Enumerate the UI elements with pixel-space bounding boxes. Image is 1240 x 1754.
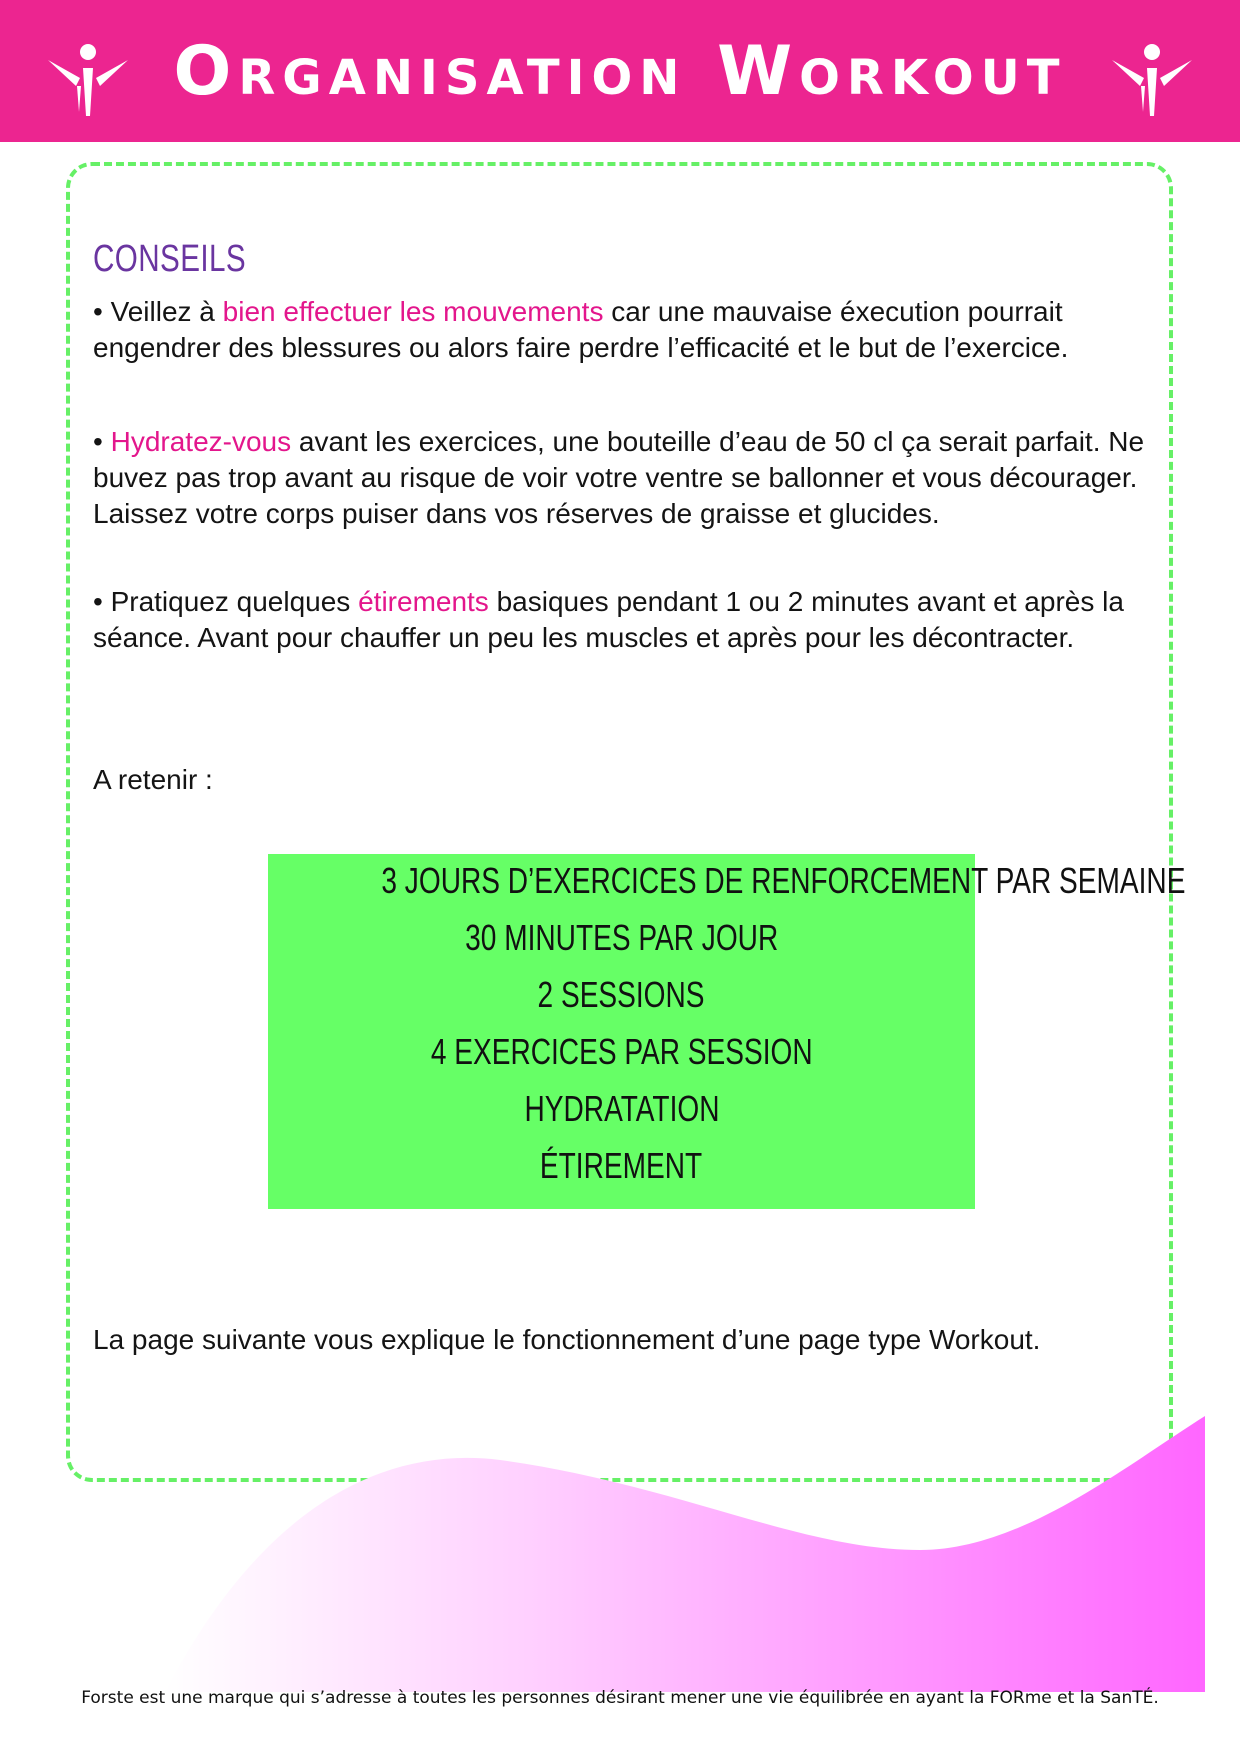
tip-paragraph: [93, 584, 1173, 656]
summary-line: 3 JOURS D’EXERCICES DE RENFORCEMENT PAR SEMAINE: [381, 860, 1186, 901]
tip-text: • Veillez à: [93, 296, 223, 327]
summary-line: HYDRATATION: [524, 1088, 719, 1129]
retenir-label: A retenir :: [93, 764, 213, 795]
tip-highlight: Hydratez-vous: [110, 426, 292, 457]
section-title: CONSEILS: [93, 238, 247, 280]
footer-note: Forste est une marque qui s’adresse à toutes les personnes désirant mener une vie équilibrée en ayant la FORme et la SanTÉ.: [81, 1688, 1159, 1708]
decorative-wave: [0, 1400, 1240, 1700]
tip-highlight: étirements: [358, 586, 489, 617]
tip-text: car une mauvaise éxecution pourrait engendrer des blessures ou alors faire perdre l’efficacité et le but de l’exercice.: [93, 296, 1069, 363]
next-page-note: La page suivante vous explique le fonctionnement d’une page type Workout.: [93, 1324, 1041, 1355]
summary-line: ÉTIREMENT: [540, 1145, 703, 1186]
summary-line: 30 MINUTES PAR JOUR: [464, 917, 779, 958]
tip-paragraph: [93, 424, 1173, 532]
tip-text: avant les exercices, une bouteille d’eau de 50 cl ça serait parfait. Ne buvez pas trop avant au risque de voir votre ventre se ballonner et vous décourager. Laissez votre corps puiser dans vos réserves de graisse et glucides.: [93, 426, 1145, 529]
tip-text: basiques pendant 1 ou 2 minutes avant et après la séance. Avant pour chauffer un peu les muscles et après pour les décontracter.: [93, 586, 1124, 653]
tip-text: •: [93, 426, 111, 457]
summary-line: 4 EXERCICES PAR SESSION: [430, 1031, 813, 1072]
tip-paragraph: [93, 294, 1173, 366]
tip-highlight: bien effectuer les mouvements: [222, 296, 604, 327]
summary-line: 2 SESSIONS: [538, 974, 705, 1015]
page-title: Organisation Workout: [173, 31, 1067, 111]
tip-text: • Pratiquez quelques: [93, 586, 359, 617]
